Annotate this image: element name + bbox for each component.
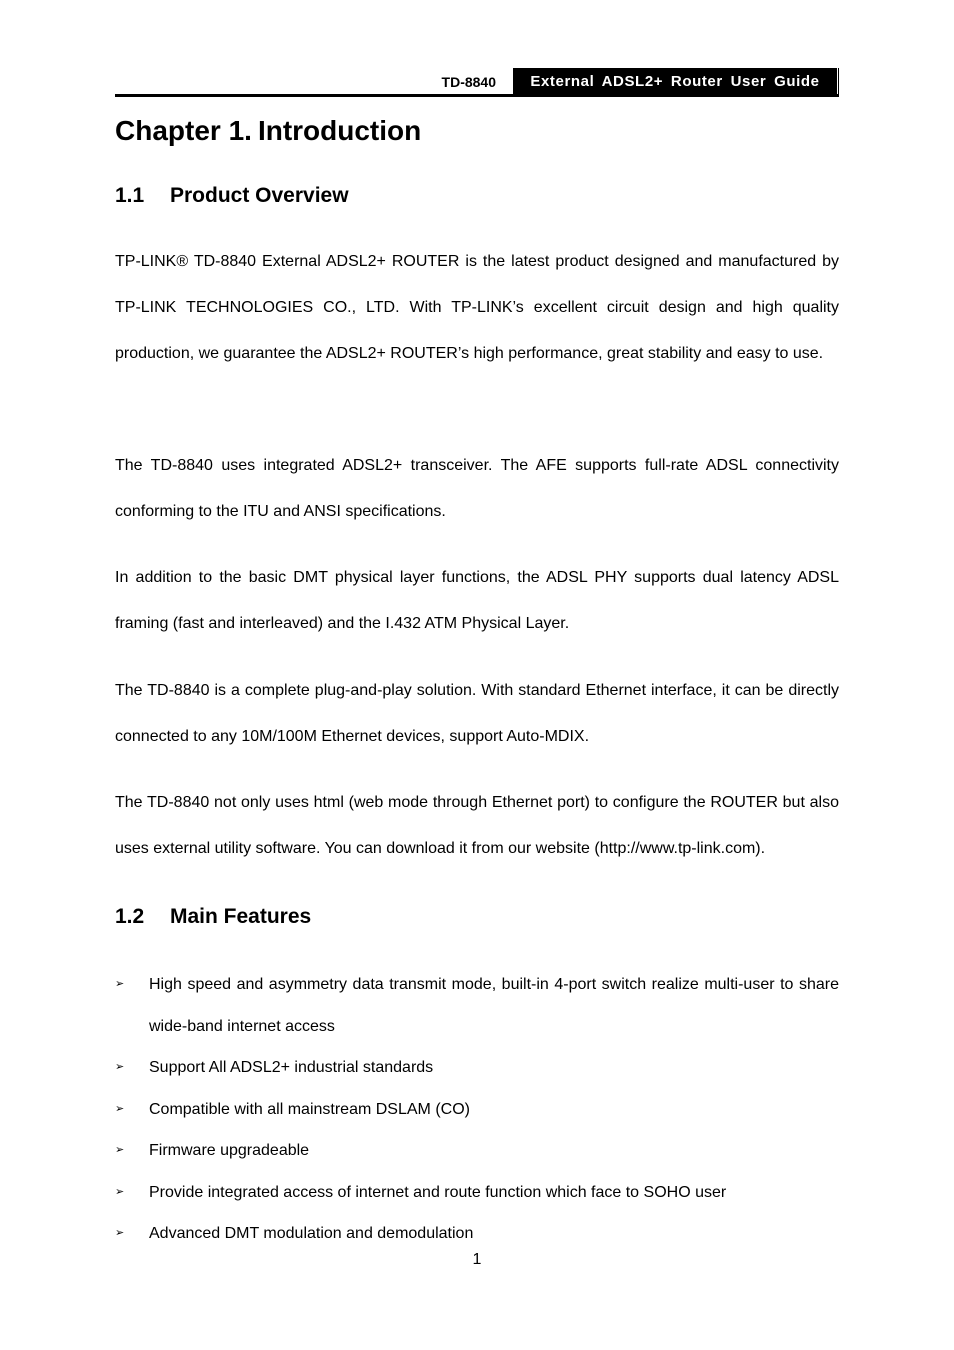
page-header [115,68,839,97]
list-item [115,1089,839,1131]
arrow-bullet-icon: ➢ [115,1061,125,1073]
section-number: 1.2 [115,905,145,928]
section-title: Product Overview [170,184,349,207]
feature-text: Support All ADSL2+ industrial standards [149,1059,434,1076]
paragraph-overview-2: The TD-8840 uses integrated ADSL2+ transceiver. The AFE supports full-rate ADSL connectivity conforming to the ITU and ANSI specifications. [115,457,839,520]
list-item [115,1047,839,1089]
arrow-bullet-icon: ➢ [115,1144,125,1156]
paragraph-overview-4: The TD-8840 is a complete plug-and-play solution. With standard Ethernet interface, it can be directly connected to any 10M/100M Ethernet devices, support Auto-MDIX. [115,682,839,745]
feature-text: High speed and asymmetry data transmit mode, built-in 4-port switch realize multi-user to share wide-band internet access [149,976,839,1035]
chapter-title [115,114,421,148]
list-item [115,1172,839,1214]
list-item [115,964,839,1047]
paragraph-overview-5: The TD-8840 not only uses html (web mode through Ethernet port) to configure the ROUTER but also uses external utility software. You can download it from our website (http://www.tp-link.com). [115,794,839,857]
header-guide-title: External ADSL2+ Router User Guide [513,68,839,94]
page-number: 1 [472,1251,482,1268]
features-list [115,964,839,1255]
chapter-number: Chapter 1. [115,115,252,146]
section-heading-product-overview [115,183,349,209]
feature-text: Provide integrated access of internet and route function which face to SOHO user [149,1183,727,1201]
feature-text: Firmware upgradeable [149,1142,310,1159]
header-model: TD-8840 [441,74,496,90]
arrow-bullet-icon: ➢ [115,978,125,990]
arrow-bullet-icon: ➢ [115,1102,125,1115]
arrow-bullet-icon: ➢ [115,1227,125,1239]
feature-text: Compatible with all mainstream DSLAM (CO) [149,1100,470,1118]
paragraph-overview-1: TP-LINK® TD-8840 External ADSL2+ ROUTER is the latest product designed and manufactured by TP-LINK TECHNOLOGIES CO., LTD. With TP-LINK’s excellent circuit design and high quality production, we guarantee the ADSL2+ ROUTER’s high performance, great stability and easy to use. [115,253,839,362]
section-number: 1.1 [115,184,145,207]
section-heading-main-features [115,904,311,930]
arrow-bullet-icon: ➢ [115,1185,125,1198]
chapter-name: Introduction [257,115,422,146]
paragraph-overview-3: In addition to the basic DMT physical layer functions, the ADSL PHY supports dual latency ADSL framing (fast and interleaved) and the I.432 ATM Physical Layer. [115,569,839,632]
feature-text: Advanced DMT modulation and demodulation [149,1225,474,1242]
list-item [115,1130,839,1172]
section-title: Main Features [170,905,312,928]
list-item [115,1213,839,1255]
